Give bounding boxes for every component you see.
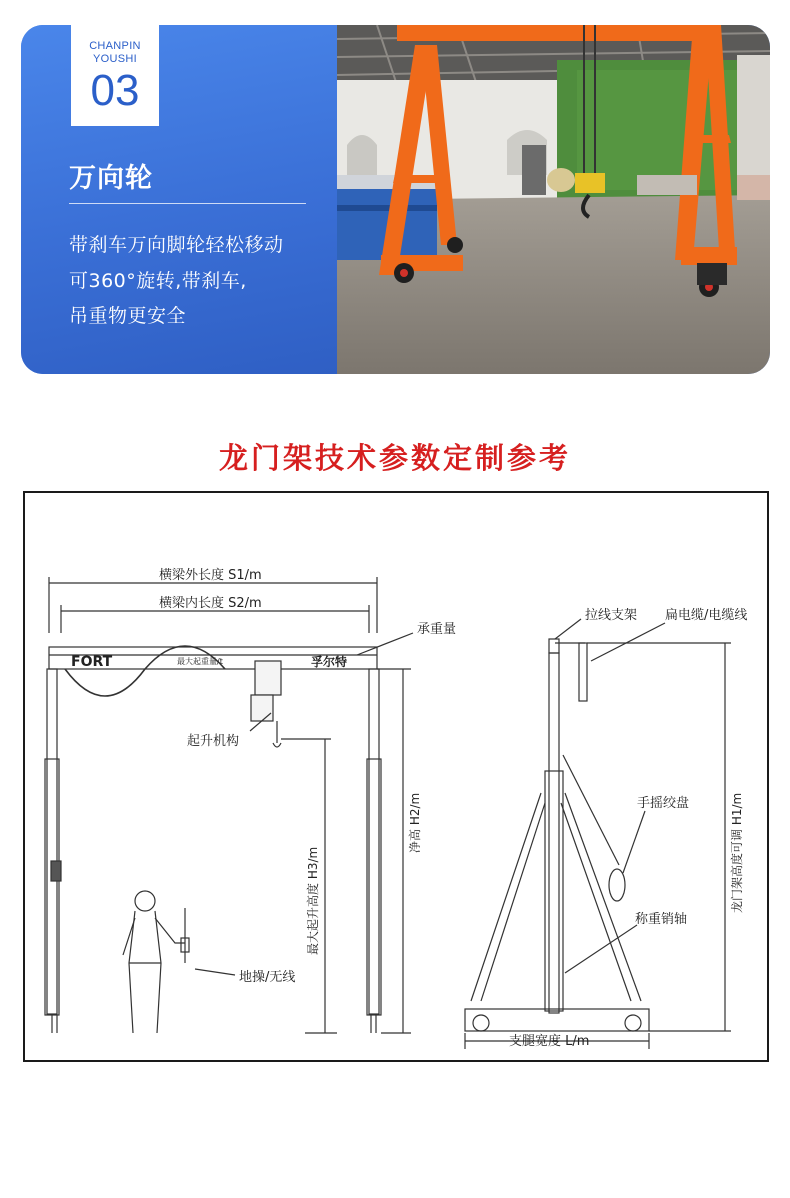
- feature-divider: [69, 203, 306, 204]
- feature-title: 万向轮: [69, 163, 153, 194]
- label-beam-outer: 横梁外长度 S1/m: [159, 568, 262, 583]
- label-cable-bracket: 拉线支架: [585, 608, 638, 623]
- label-cable: 扁电缆/电缆线: [665, 608, 748, 623]
- label-pin: 称重销轴: [635, 912, 688, 927]
- feature-number-badge: [71, 25, 159, 126]
- label-control: 地操/无线: [239, 970, 296, 985]
- label-clear-height: 净高 H2/m: [408, 792, 422, 853]
- gantry-diagram-svg: [25, 493, 767, 1060]
- label-leg-width: 支腿宽度 L/m: [509, 1034, 590, 1049]
- label-brand-left: FORT: [71, 654, 113, 670]
- label-max-load: 最大起重量/t: [177, 657, 223, 666]
- feature-line-3: 吊重物更安全: [69, 305, 187, 327]
- gantry-crane-photo: [337, 25, 770, 374]
- feature-panel: [21, 25, 337, 374]
- feature-line-1: 带刹车万向脚轮轻松移动: [69, 234, 284, 256]
- badge-caption-2: YOUSHI: [93, 53, 137, 65]
- tech-diagram: [23, 491, 769, 1062]
- badge-number: 03: [90, 66, 140, 115]
- label-hoist: 起升机构: [187, 734, 240, 749]
- label-winch: 手摇绞盘: [637, 796, 690, 811]
- feature-card: [21, 25, 770, 374]
- label-adjustable-height: 龙门架高度可调 H1/m: [730, 792, 744, 913]
- label-beam-inner: 横梁内长度 S2/m: [159, 596, 262, 611]
- tech-params-title: 龙门架技术参数定制参考: [218, 441, 571, 475]
- label-brand-right: 孚尔特: [311, 655, 348, 669]
- label-max-height: 最大起升高度 H3/m: [306, 846, 320, 955]
- feature-line-2: 可360°旋转,带刹车,: [69, 270, 247, 292]
- badge-caption-1: CHANPIN: [89, 40, 141, 52]
- label-beam: 承重量: [417, 622, 457, 637]
